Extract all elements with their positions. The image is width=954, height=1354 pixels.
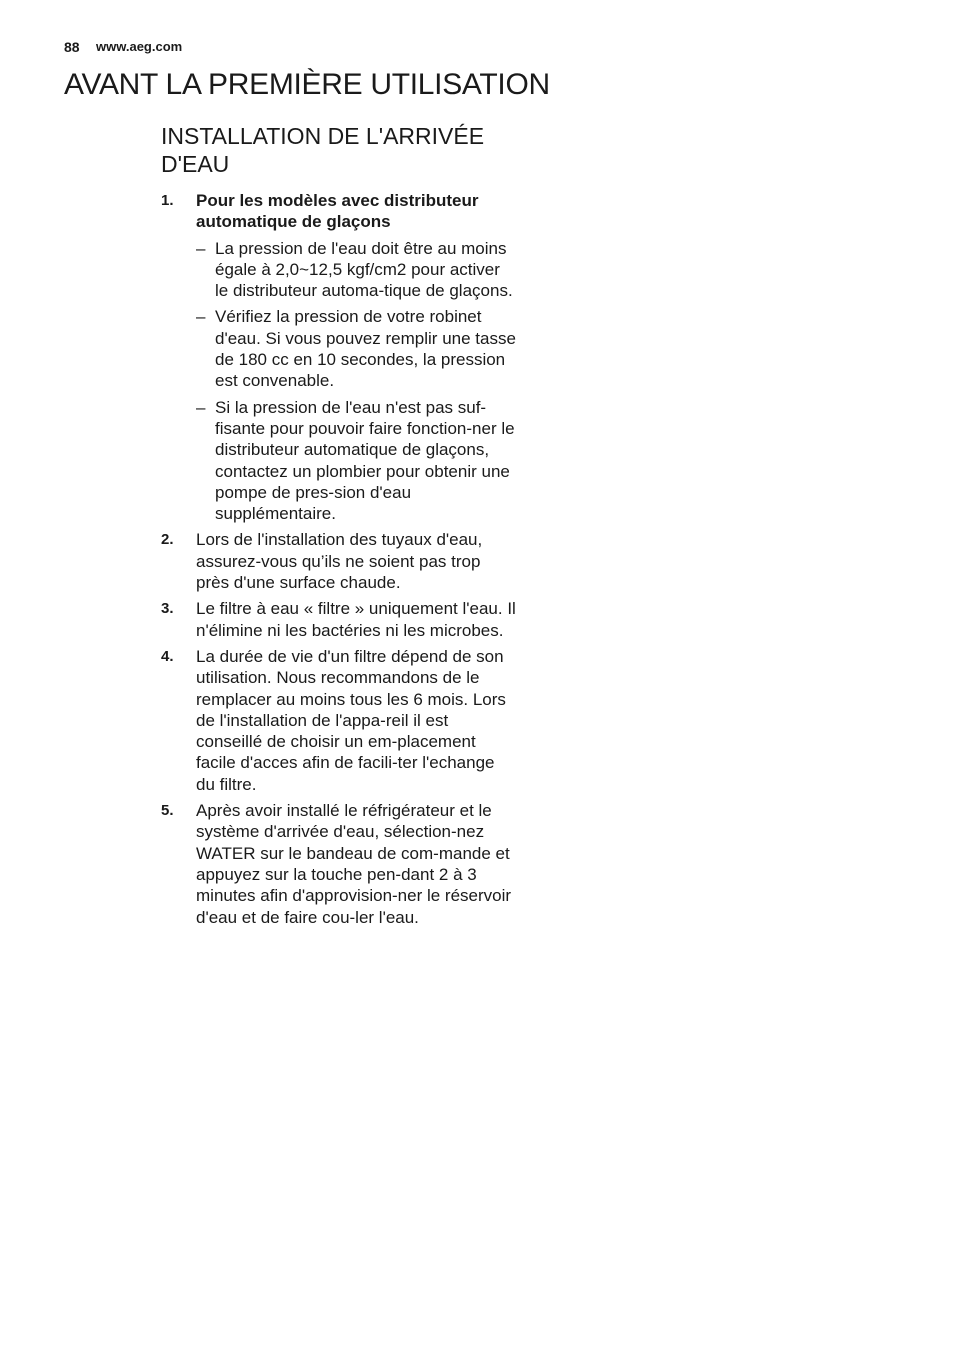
list-item: [161, 598, 517, 641]
instruction-list: [161, 190, 517, 933]
item-text: Après avoir installé le réfrigérateur et le système d'arrivée d'eau, sélection-nez WATER sur le bandeau de com-mande et appuyez sur la touche pen-dant 2 à 3 minutes afin d'approvision-ner le réservoir d'eau et de faire cou-ler l'eau.: [196, 801, 512, 927]
page-title: AVANT LA PREMIÈRE UTILISATION: [64, 68, 550, 101]
list-item: [161, 529, 517, 593]
list-item: [161, 646, 517, 795]
item-number: 5.: [161, 802, 174, 820]
list-item: [161, 190, 517, 524]
section-title: INSTALLATION DE L'ARRIVÉE D'EAU: [161, 123, 485, 177]
page-number: 88: [64, 39, 80, 55]
item-number: 1.: [161, 192, 174, 209]
sub-list-item: [196, 306, 517, 391]
dash-marker: –: [196, 397, 206, 417]
item-text: La durée de vie d'un filtre dépend de son utilisation. Nous recommandons de le remplacer au moins tous les 6 mois. Lors de l'installation de l'appa-reil il est conseillé de choisir un em-placement facile d'acces afin de facili-ter l'echange du filtre.: [196, 646, 506, 794]
item-text: Le filtre à eau « filtre » uniquement l'eau. Il n'élimine ni les bactéries ni les microbes.: [196, 599, 516, 640]
item-number: 4.: [161, 647, 174, 665]
site-url: www.aeg.com: [96, 39, 183, 54]
sub-list-item: [196, 238, 517, 302]
item-number: 2.: [161, 531, 174, 549]
dash-marker: –: [196, 307, 206, 327]
item-number: 3.: [161, 600, 174, 618]
item-text: Lors de l'installation des tuyaux d'eau, assurez-vous qu’ils ne soient pas trop près d'une surface chaude.: [196, 530, 483, 593]
item-heading: Pour les modèles avec distributeur automatique de glaçons: [196, 191, 479, 232]
sub-list-item: [196, 397, 517, 525]
sub-item-text: Vérifiez la pression de votre robinet d'eau. Si vous pouvez remplir une tasse de 180 cc en 10 secondes, la pression est convenable.: [215, 307, 516, 391]
dash-marker: –: [196, 238, 206, 258]
list-item: [161, 800, 517, 928]
sub-item-text: La pression de l'eau doit être au moins égale à 2,0~12,5 kgf/cm2 pour activer le distributeur automa-tique de glaçons.: [215, 238, 513, 301]
sub-item-text: Si la pression de l'eau n'est pas suf-fisante pour pouvoir faire fonction-ner le distributeur automatique de glaçons, contactez un plombier pour obtenir une pompe de pres-sion d'eau supplémentaire.: [215, 397, 515, 524]
